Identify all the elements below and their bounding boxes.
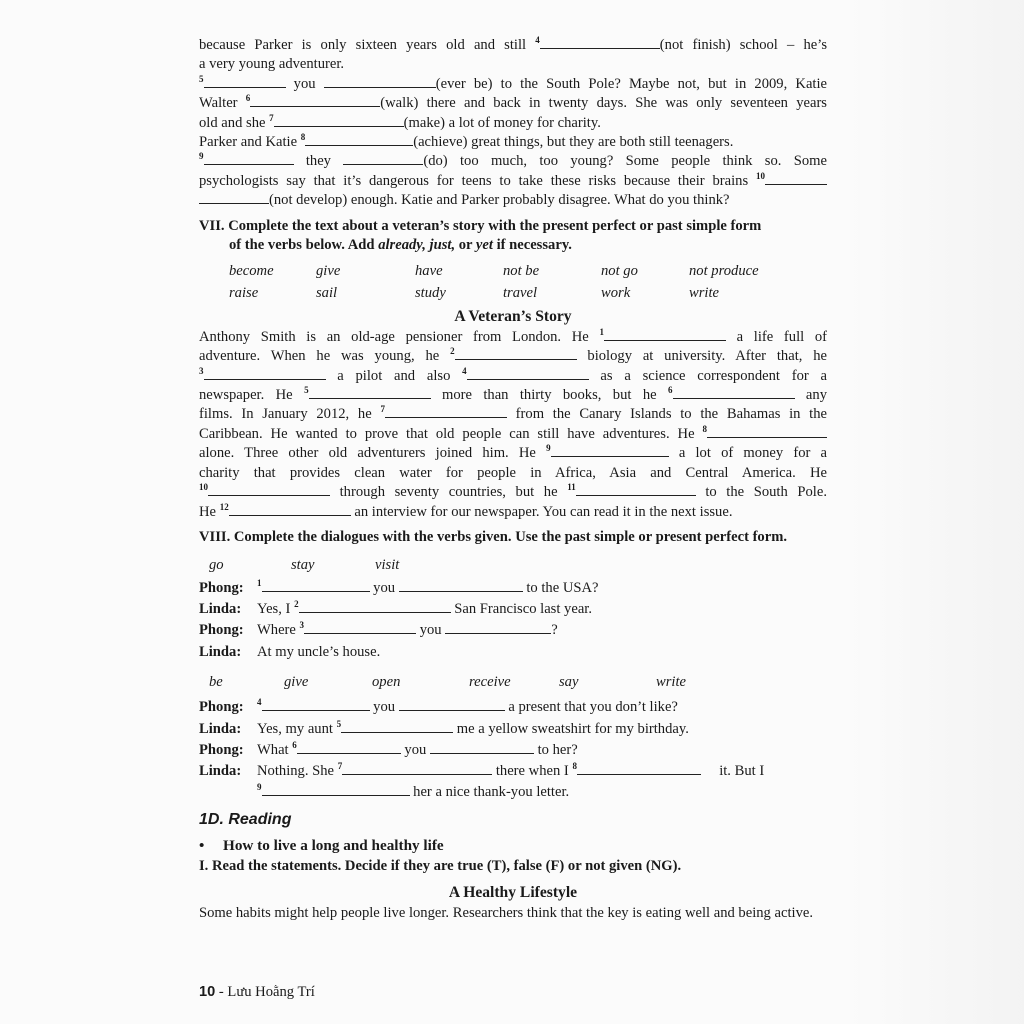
answer-blank[interactable] — [577, 762, 701, 775]
answer-blank[interactable] — [765, 172, 827, 185]
answer-blank[interactable] — [342, 762, 492, 775]
answer-blank[interactable] — [297, 741, 401, 754]
answer-blank[interactable] — [385, 405, 507, 418]
answer-blank[interactable] — [262, 579, 370, 592]
verb-box: be give open receive say write — [209, 674, 686, 691]
story-title: A Veteran’s Story — [454, 307, 572, 325]
answer-blank[interactable] — [343, 152, 423, 165]
reading-text: Some habits might help people live longer. Researchers think that the key is eating well and being active. — [199, 905, 813, 922]
answer-blank[interactable] — [445, 621, 551, 634]
answer-blank[interactable] — [455, 347, 577, 360]
section-heading: 1D. Reading — [199, 810, 292, 828]
dialogue-line: Linda: Yes, I $^2$ San Francisco last year. — [199, 599, 593, 617]
verb-box: go stay visit — [209, 556, 400, 573]
page-edge-shadow — [848, 0, 1024, 1024]
reading-title: A Healthy Lifestyle — [448, 884, 578, 902]
dialogue-line: Phong: $^4$ you a present that you don’t like? — [199, 697, 678, 716]
topic-bullet: • How to live a long and healthy life — [199, 835, 827, 857]
verb-box: become give have not be not go not produce raise sail study travel work write — [229, 262, 759, 301]
dialogue-line: Linda: Nothing. She $^7$ there when I $^8$ it. But I — [199, 761, 765, 780]
answer-blank[interactable] — [229, 503, 351, 516]
answer-blank[interactable] — [604, 328, 726, 341]
answer-blank[interactable] — [204, 152, 294, 165]
answer-blank[interactable] — [399, 579, 523, 592]
bullet-icon: • — [199, 836, 205, 854]
answer-blank[interactable] — [262, 783, 410, 796]
answer-blank[interactable] — [341, 720, 453, 733]
answer-blank[interactable] — [551, 444, 669, 457]
answer-blank[interactable] — [199, 191, 269, 204]
answer-blank[interactable] — [540, 36, 660, 49]
veteran-story-text: Anthony Smith is an old-age pensioner from London. He $^1$ a life full of adventure. When he was young, he $^2$ biology at university. After that, he $^3$ a pilot and also $^4$ as a science correspondent for a newspaper. He $^5$ more than thirty books, but he $^6$ any films. In January 2012, he $^7$ from the Canary Islands to the Bahamas in the Caribbean. He wanted to prove that old people can still have adventures. He $^8$ alone. Three other old adventurers joined him. He $^9$ a lot of money for a charity that provides clean water for people in Africa, Asia and Central America. He $^{10}$ through seventy countries, but he $^{11}$ to the South Pole. He $^{12}$ an interview for our newspaper. You can read it in the next issue. — [199, 326, 828, 520]
exercise-8-heading: VIII. Complete the dialogues with the verbs given. Use the past simple or present perfect form. — [199, 528, 788, 545]
dialogue-line: Phong: $^1$ you to the USA? — [199, 577, 599, 596]
answer-blank[interactable] — [673, 386, 795, 399]
answer-blank[interactable] — [324, 75, 436, 88]
answer-blank[interactable] — [576, 483, 696, 496]
answer-blank[interactable] — [208, 483, 330, 496]
answer-blank[interactable] — [467, 367, 589, 380]
dialogue-2 — [199, 697, 827, 801]
dialogue-line: Linda: At my uncle’s house. — [199, 643, 381, 660]
answer-blank[interactable] — [430, 741, 534, 754]
answer-blank[interactable] — [274, 114, 404, 127]
dialogue-line: $^9$ her a nice thank-you letter. — [257, 781, 570, 800]
dialogue-line: Phong: Where $^3$ you ? — [199, 620, 558, 639]
answer-blank[interactable] — [250, 94, 380, 107]
exercise-6-text: because Parker is only sixteen years old and still $^4$ (not finish) school – he’s a very young adventurer. $^5$ you (ever be) to the South Pole? Maybe not, but in 2009, Katie Walter $^6$ (walk) there and back in twenty days. She was only seventeen years old and she $^7$ (make) a lot of money for charity. Parker and Katie $^8$ (achieve) great things, but they are both still teenagers. $^9$ they (do) too much, too young? Some people think so. Some psychologists say that it’s dangerous for teens to take these risks because their brains $^{10}$ (not develop) enough. Katie and Parker probably disagree. What do you think? — [199, 35, 828, 209]
exercise-7-heading: VII. Complete the text about a veteran’s story with the present perfect or past simple form of the verbs below. Add already, just, or yet if necessary. — [199, 217, 762, 254]
answer-blank[interactable] — [305, 133, 413, 146]
reading-instruction: I. Read the statements. Decide if they are true (T), false (F) or not given (NG). — [199, 857, 682, 874]
answer-blank[interactable] — [299, 600, 451, 613]
answer-blank[interactable] — [707, 425, 827, 438]
page-footer: 10 - Lưu Hoằng Trí — [199, 984, 315, 1000]
answer-blank[interactable] — [399, 698, 505, 711]
answer-blank[interactable] — [204, 75, 286, 88]
answer-blank[interactable] — [304, 621, 416, 634]
dialogue-1 — [199, 578, 827, 664]
answer-blank[interactable] — [262, 698, 370, 711]
page-content — [199, 36, 827, 924]
answer-blank[interactable] — [204, 367, 326, 380]
answer-blank[interactable] — [309, 386, 431, 399]
dialogue-line: Phong: What $^6$ you to her? — [199, 740, 578, 758]
dialogue-line: Linda: Yes, my aunt $^5$ me a yellow sweatshirt for my birthday. — [199, 718, 689, 737]
